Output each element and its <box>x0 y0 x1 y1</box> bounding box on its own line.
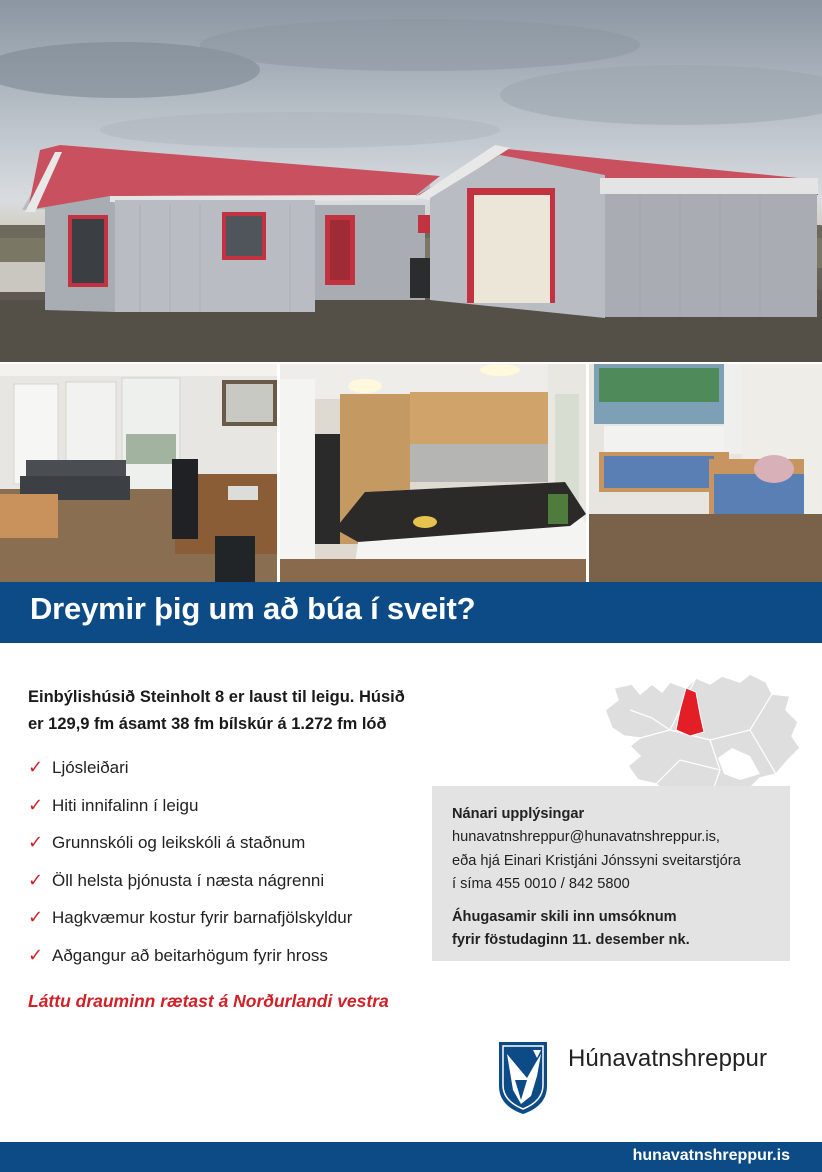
intro-line-2: er 129,9 fm ásamt 38 fm bílskúr á 1.272 fm lóð <box>28 715 387 733</box>
check-icon: ✓ <box>28 944 44 965</box>
photo-bedroom <box>589 364 822 582</box>
check-icon: ✓ <box>28 832 44 853</box>
feature-label: Grunnskóli og leikskóli á staðnum <box>52 833 306 853</box>
list-item <box>28 871 352 909</box>
iceland-map-outline <box>605 674 800 804</box>
footer-website-link[interactable]: hunavatnshreppur.is <box>632 1147 790 1164</box>
interior-photo-strip <box>0 364 822 582</box>
slogan: Láttu drauminn rætast á Norðurlandi vestra <box>28 991 389 1011</box>
info-deadline-line-1: Áhugasamir skili inn umsóknum <box>452 908 677 925</box>
photo-kitchen <box>280 364 586 582</box>
info-deadline-line-2: fyrir föstudaginn 11. desember nk. <box>452 931 690 948</box>
list-item <box>28 758 352 796</box>
feature-label: Aðgangur að beitarhögum fyrir hross <box>52 945 328 965</box>
list-item <box>28 946 352 984</box>
check-icon: ✓ <box>28 757 44 777</box>
check-icon: ✓ <box>28 869 44 890</box>
footer-bar <box>0 1142 822 1172</box>
feature-label: Ljósleiðari <box>52 758 129 777</box>
check-icon: ✓ <box>28 794 44 815</box>
info-phone: í síma 455 0010 / 842 5800 <box>452 876 630 892</box>
list-item <box>28 796 352 834</box>
intro-line-1: Einbýlishúsið Steinholt 8 er laust til leigu. Húsið <box>28 688 405 706</box>
list-item <box>28 833 352 871</box>
contact-info-box <box>432 786 790 961</box>
feature-list <box>28 758 352 984</box>
feature-label: Hiti innifalinn í leigu <box>52 795 199 815</box>
shield-crest-icon <box>497 1040 549 1116</box>
check-icon: ✓ <box>28 907 44 928</box>
photo-living-room <box>0 364 277 582</box>
headline-title: Dreymir þig um að búa í sveit? <box>30 591 476 626</box>
list-item <box>28 908 352 946</box>
intro-text <box>28 684 498 738</box>
feature-label: Hagkvæmur kostur fyrir barnafjölskyldur <box>52 908 353 928</box>
info-email[interactable]: hunavatnshreppur@hunavatnshreppur.is, <box>452 829 720 845</box>
logo-wordmark: Húnavatnshreppur <box>568 1045 768 1072</box>
hero-photo-house-exterior <box>0 0 822 362</box>
headline-banner <box>0 582 822 643</box>
info-heading: Nánari upplýsingar <box>452 806 585 822</box>
info-contact-person: eða hjá Einari Kristjáni Jónssyni sveitarstjóra <box>452 852 741 869</box>
feature-label: Öll helsta þjónusta í næsta nágrenni <box>52 870 325 890</box>
